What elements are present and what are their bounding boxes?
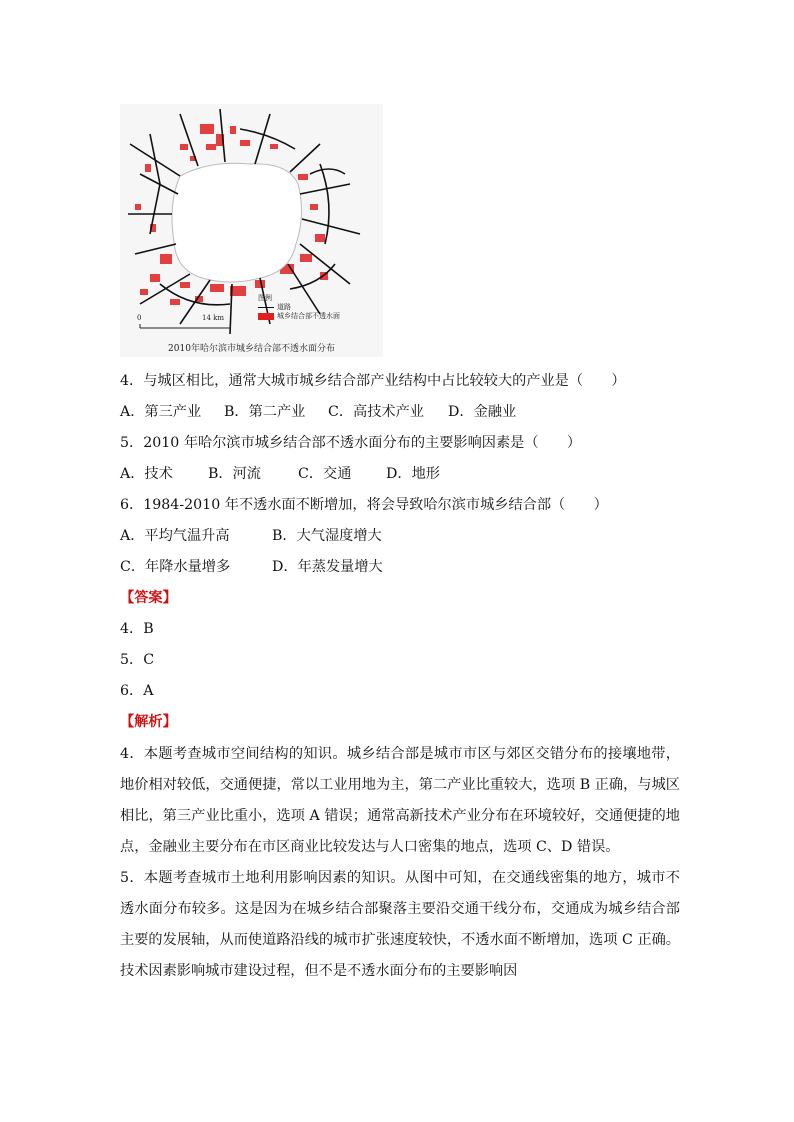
q5-option-c[interactable]: C．交通 [298,466,352,482]
question-block [120,370,680,987]
answer-4: 4．B [120,621,154,637]
legend-title: 图例 [258,294,272,302]
figure-caption: 2010年哈尔滨市城乡结合部不透水面分布 [168,344,335,354]
road-line-icon [258,307,274,308]
map-figure [120,104,383,357]
analysis-heading: 【解析】 [120,714,177,730]
q6-option-d[interactable]: D．年蒸发量增大 [272,559,383,575]
analysis-4: 4．本题考查城市空间结构的知识。城乡结合部是城市市区与郊区交错分布的接壤地带，地价相对较低，交通便捷，常以工业用地为主，第二产业比重较大，选项 B 正确，与城区相比，第三产业比重小，选项 A 错误；通常高新技术产业分布在环境较好，交通便捷的地点，金融业主要分布在市区商业比较发达与人口密集的地点，选项 C、D 错误。 [120,746,680,855]
q6-option-c[interactable]: C．年降水量增多 [120,559,231,575]
q6-option-b[interactable]: B．大气湿度增大 [272,528,382,544]
q4-option-b[interactable]: B．第二产业 [224,404,306,420]
question-4-stem: 4．与城区相比，通常大城市城乡结合部产业结构中占比较较大的产业是（ ） [120,373,626,389]
answer-5: 5．C [120,652,155,668]
urban-core [172,163,302,282]
scale-label: 14 km [202,314,225,322]
scale-zero: 0 [137,314,142,322]
question-4-options [120,401,680,423]
impervious-swatch-icon [258,313,274,320]
q4-option-a[interactable]: A．第三产业 [120,404,202,420]
q6-option-a[interactable]: A．平均气温升高 [120,528,230,544]
q4-option-d[interactable]: D．金融业 [448,404,517,420]
legend-road-label: 道路 [277,303,291,311]
legend-road [258,303,340,312]
question-5-options [120,463,680,485]
analysis-5: 5．本题考查城市土地利用影响因素的知识。从图中可知，在交通线密集的地方，城市不透水面分布较多。这是因为在城乡结合部聚落主要沿交通干线分布，交通成为城乡结合部主要的发展轴，从而使道路沿线的城市扩张速度较快，不透水面不断增加，选项 C 正确。技术因素影响城市建设过程，但不是不透水面分布的主要影响因 [120,870,680,979]
legend-impervious [258,312,340,321]
map-legend [258,294,340,321]
harbin-map [120,104,383,357]
q5-option-a[interactable]: A．技术 [120,466,173,482]
question-6-options-row2 [120,556,680,578]
legend-impervious-label: 城乡结合部不透水面 [277,312,340,320]
q5-option-b[interactable]: B．河流 [208,466,261,482]
q5-option-d[interactable]: D．地形 [386,466,440,482]
question-6-options-row1 [120,525,680,547]
answer-6: 6．A [120,683,154,699]
question-6-stem: 6．1984-2010 年不透水面不断增加，将会导致哈尔滨市城乡结合部（ ） [120,497,608,513]
answer-heading: 【答案】 [120,590,177,606]
q4-option-c[interactable]: C．高技术产业 [328,404,424,420]
question-5-stem: 5．2010 年哈尔滨市城乡结合部不透水面分布的主要影响因素是（ ） [120,435,582,451]
